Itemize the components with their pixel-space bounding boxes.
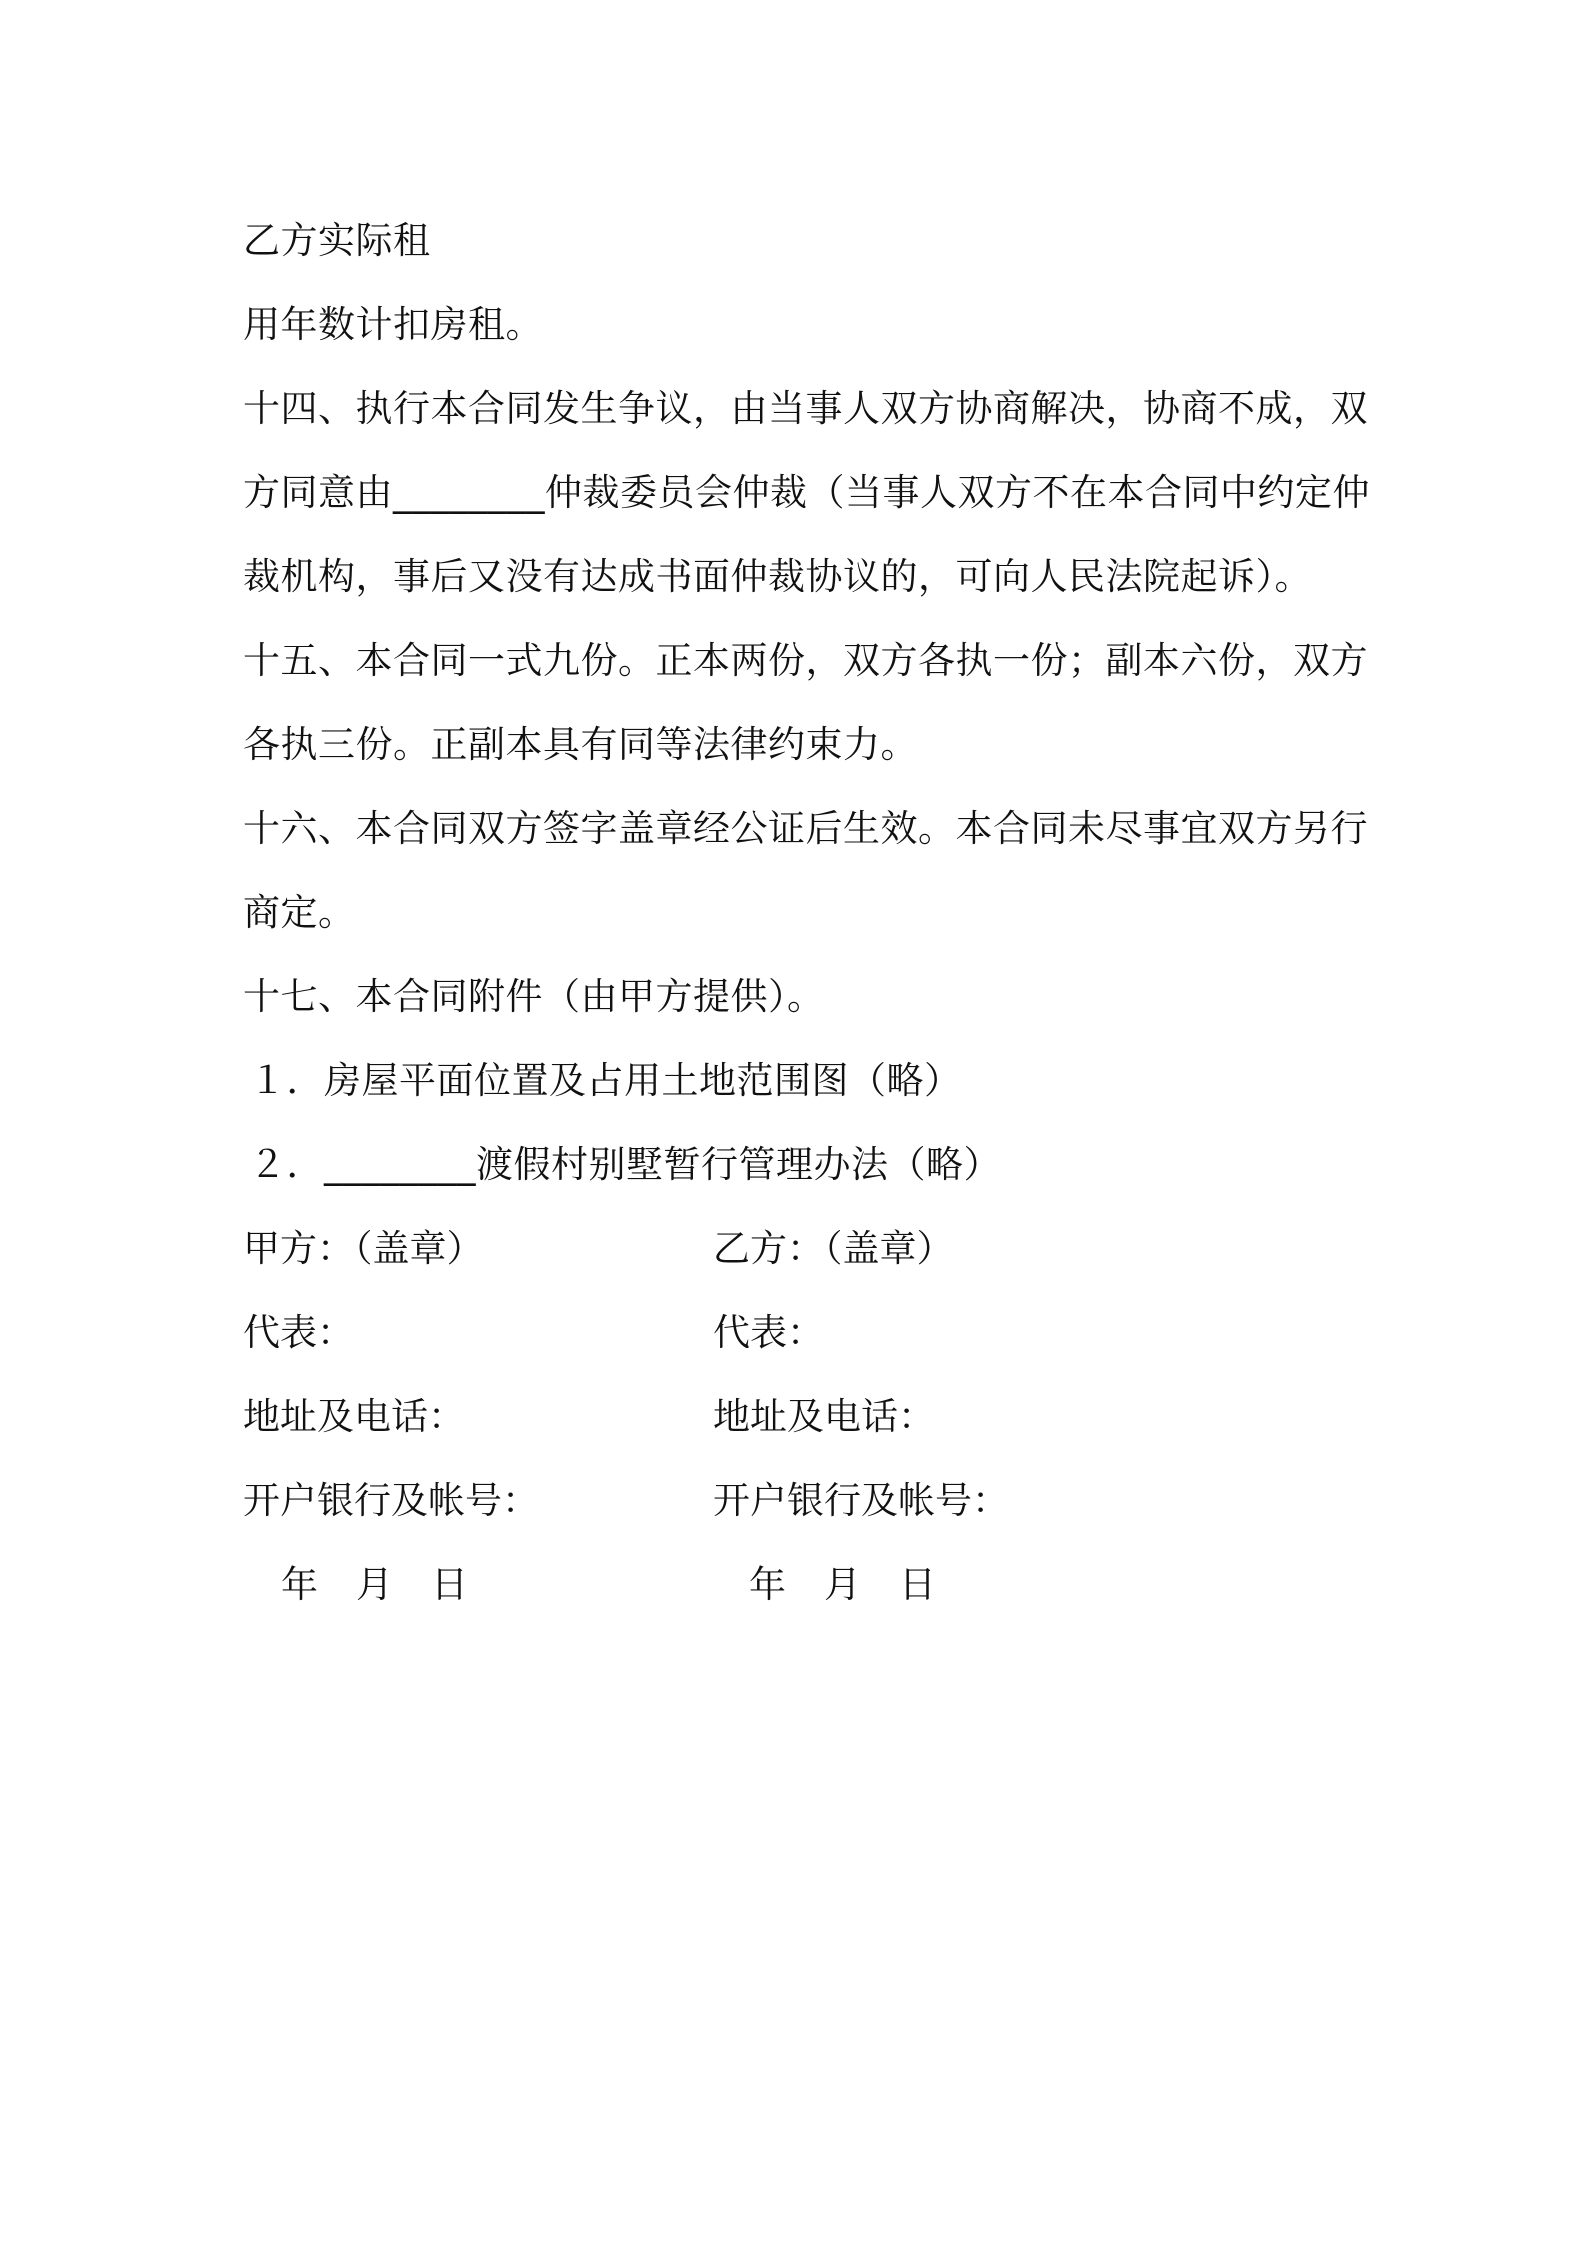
party-a-date-month: 月	[356, 1563, 393, 1606]
party-a-date-day: 日	[431, 1563, 468, 1606]
clause-14-line-3: 裁机构，事后又没有达成书面仲裁协议的，可向人民法院起诉）。	[243, 555, 1312, 598]
clause-15-line-2: 各执三份。正副本具有同等法律约束力。	[243, 723, 918, 766]
signature-date-row	[243, 1543, 1363, 1627]
party-b-date-day: 日	[899, 1563, 936, 1606]
party-b-date	[749, 1543, 974, 1627]
signature-rep-row	[243, 1291, 1363, 1375]
party-b-date-year: 年	[749, 1563, 786, 1606]
party-b-bank: 开户银行及帐号：	[713, 1479, 1009, 1522]
party-b-rep: 代表：	[713, 1311, 824, 1354]
signature-address-row	[243, 1375, 1363, 1459]
party-a-date	[281, 1543, 506, 1627]
clause-14-line-1: 十四、执行本合同发生争议，由当事人双方协商解决，协商不成，双	[243, 387, 1368, 430]
paragraph-rent-line-2: 用年数计扣房租。	[243, 303, 543, 346]
clause-16-line-1: 十六、本合同双方签字盖章经公证后生效。本合同未尽事宜双方另行	[243, 807, 1368, 850]
signature-bank-row	[243, 1459, 1363, 1543]
party-a-rep: 代表：	[243, 1311, 354, 1354]
party-a-date-year: 年	[281, 1563, 318, 1606]
party-b-seal: 乙方：（盖章）	[713, 1227, 954, 1270]
clause-17: 十七、本合同附件（由甲方提供）。	[243, 975, 825, 1018]
party-a-address: 地址及电话：	[243, 1395, 465, 1438]
party-a-seal: 甲方：（盖章）	[243, 1227, 484, 1270]
paragraph-rent-line-1: 乙方实际租	[243, 219, 431, 262]
party-a-bank: 开户银行及帐号：	[243, 1479, 539, 1522]
clause-15-line-1: 十五、本合同一式九份。正本两份，双方各执一份；副本六份，双方	[243, 639, 1368, 682]
clause-14-line-2: 方同意由________仲裁委员会仲裁（当事人双方不在本合同中约定仲	[243, 471, 1370, 514]
signature-seal-row	[243, 1207, 1363, 1291]
attachment-item-1: １．房屋平面位置及占用土地范围图（略）	[249, 1059, 962, 1102]
attachment-item-2: ２．________渡假村别墅暂行管理办法（略）	[249, 1143, 1001, 1186]
party-b-address: 地址及电话：	[713, 1395, 935, 1438]
party-b-date-month: 月	[824, 1563, 861, 1606]
contract-body	[243, 199, 1370, 1627]
clause-16-line-2: 商定。	[243, 891, 356, 934]
